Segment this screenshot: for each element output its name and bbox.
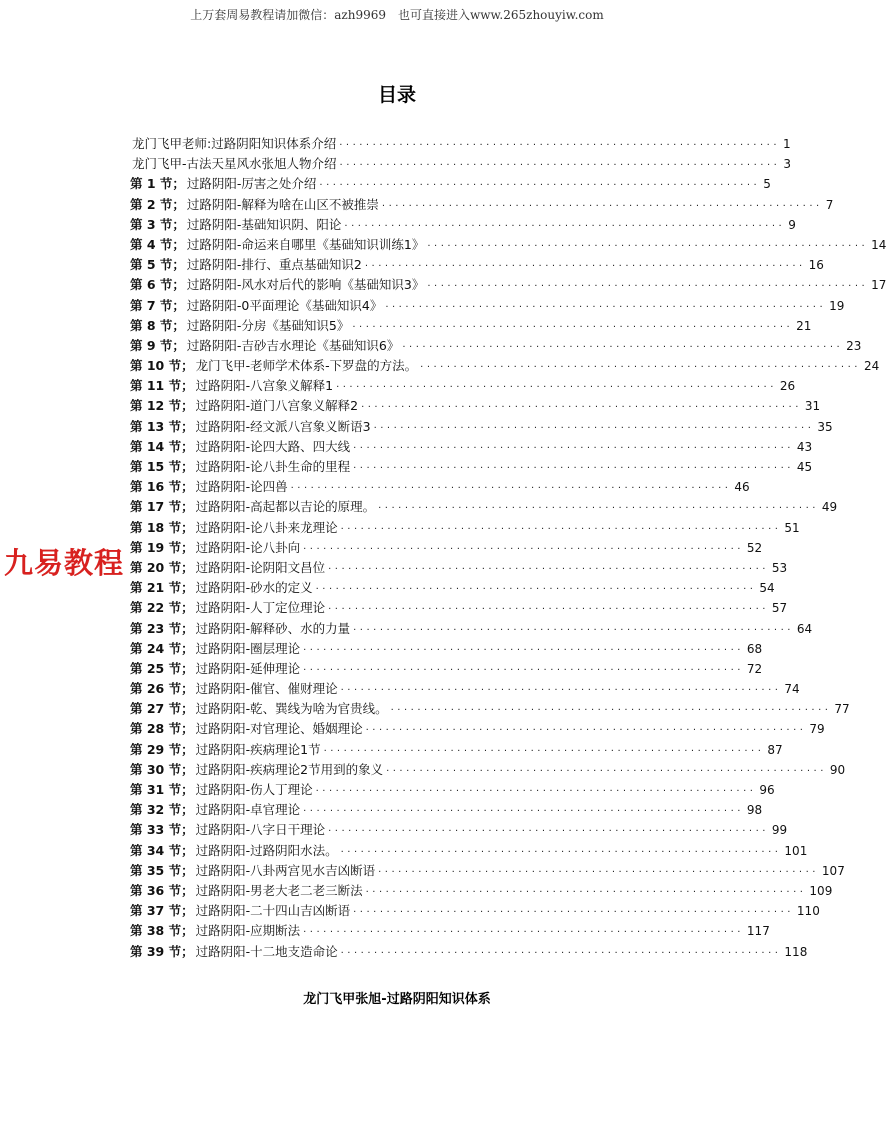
- toc-leader-dots: ··································································: [340, 947, 782, 959]
- toc-leader-dots: ··································································: [373, 422, 815, 434]
- toc-entry-title: 过路阴阳-论八卦生命的里程: [195, 459, 351, 474]
- toc-page-number: 79: [809, 722, 825, 737]
- toc-entry[interactable]: [130, 538, 763, 558]
- toc-entry-title: 过路阴阳-论八卦来龙理论: [195, 519, 338, 535]
- toc-entry-title: 过路阴阳-论四大路、四大线: [195, 438, 351, 454]
- toc-entry[interactable]: [130, 679, 800, 699]
- toc-leader-dots: ··································································: [328, 826, 769, 838]
- toc-entry-title: 过路阴阳-人丁定位理论: [195, 600, 326, 616]
- toc-entry[interactable]: [130, 134, 791, 154]
- toc-entry-title: 过路阴阳-厉害之处介绍: [186, 176, 317, 192]
- toc-section-number: 第 7 节；: [130, 297, 185, 313]
- toc-section-number: 第 12 节；: [130, 398, 194, 414]
- toc-entry[interactable]: [130, 861, 845, 881]
- toc-leader-dots: ··································································: [315, 584, 757, 596]
- toc-entry[interactable]: [130, 740, 783, 760]
- toc-section-number: 第 11 节；: [130, 378, 194, 394]
- toc-page-number: 3: [783, 157, 791, 172]
- toc-section-number: 第 20 节；: [130, 559, 194, 575]
- page-title: 目录: [377, 84, 416, 106]
- toc-entry-title: 过路阴阳-八字日干理论: [195, 822, 326, 838]
- toc-section-number: 第 24 节；: [130, 640, 194, 656]
- toc-entry-title: 过路阴阳-八宫象义解释1: [195, 378, 334, 394]
- toc-leader-dots: ··································································: [353, 624, 794, 636]
- toc-entry[interactable]: [130, 154, 791, 174]
- toc-leader-dots: ··································································: [390, 705, 832, 717]
- toc-page-number: 9: [788, 217, 796, 232]
- toc-entry-title: 过路阴阳-应期断法: [195, 923, 301, 939]
- toc-section-number: 第 31 节；: [130, 782, 194, 797]
- toc-leader-dots: ··································································: [303, 543, 744, 555]
- toc-page-number: 64: [796, 621, 813, 636]
- toc-leader-dots: ··································································: [315, 786, 757, 797]
- toc-entry[interactable]: [130, 195, 834, 215]
- toc-entry[interactable]: [130, 558, 788, 578]
- toc-leader-dots: ··································································: [328, 563, 769, 575]
- toc-section-number: 第 26 节；: [130, 681, 194, 697]
- toc-entry[interactable]: [130, 881, 833, 901]
- toc-entry[interactable]: [130, 841, 808, 861]
- toc-section-number: 第 25 节；: [130, 660, 194, 676]
- toc-entry[interactable]: [130, 518, 800, 538]
- toc-section-number: 第 2 节；: [130, 196, 185, 212]
- toc-page-number: 49: [821, 500, 838, 515]
- toc-entry[interactable]: [130, 437, 813, 457]
- toc-entry[interactable]: [130, 235, 886, 255]
- toc-leader-dots: ··································································: [352, 321, 794, 333]
- toc-section-number: 第 22 节；: [130, 600, 194, 616]
- toc-entry[interactable]: [130, 396, 821, 416]
- toc-leader-dots: ··································································: [340, 846, 782, 858]
- toc-page-number: 74: [784, 682, 800, 697]
- toc-leader-dots: ··································································: [344, 220, 786, 232]
- page-header-banner: 上万套周易教程请加微信：azh9969 也可直接进入www.265zhouyiw.com: [190, 8, 604, 22]
- toc-leader-dots: ··································································: [303, 806, 744, 818]
- table-of-contents: [130, 134, 886, 962]
- toc-entry-title: 过路阴阳-基础知识阴、阳论: [186, 216, 342, 232]
- toc-page-number: 68: [746, 641, 763, 656]
- toc-section-number: 第 39 节；: [130, 943, 194, 959]
- toc-section-number: 第 6 节；: [130, 277, 185, 293]
- toc-leader-dots: ··································································: [340, 685, 782, 697]
- toc-entry-title: 过路阴阳-解释为啥在山区不被推崇: [186, 196, 379, 212]
- toc-section-number: 第 8 节；: [130, 317, 185, 333]
- toc-section-number: 第 29 节；: [130, 741, 194, 757]
- toc-entry[interactable]: [130, 699, 850, 719]
- toc-entry-title: 过路阴阳-风水对后代的影响《基础知识3》: [186, 277, 425, 293]
- toc-entry-title: 过路阴阳-解释砂、水的力量: [195, 620, 351, 636]
- toc-leader-dots: ··································································: [386, 765, 827, 777]
- toc-page-number: 17: [871, 278, 886, 293]
- toc-page-number: 77: [834, 702, 850, 717]
- toc-entry[interactable]: [130, 719, 825, 739]
- toc-page-number: 107: [821, 863, 845, 878]
- toc-page-number: 90: [829, 762, 846, 777]
- toc-leader-dots: ··································································: [303, 644, 744, 656]
- toc-leader-dots: ··································································: [339, 140, 781, 151]
- toc-entry-title: 过路阴阳-乾、巽线为啥为官贵线。: [195, 701, 388, 717]
- toc-section-number: 第 13 节；: [130, 418, 194, 434]
- toc-entry[interactable]: [130, 275, 886, 295]
- toc-leader-dots: ··································································: [378, 866, 819, 878]
- toc-leader-dots: ··································································: [353, 907, 794, 919]
- toc-page-number: 14: [871, 237, 886, 252]
- toc-entry[interactable]: [130, 598, 788, 618]
- toc-leader-dots: ··································································: [353, 463, 794, 474]
- toc-leader-dots: ··································································: [427, 240, 869, 252]
- toc-section-number: 第 28 节；: [130, 721, 194, 737]
- toc-section-number: 第 37 节；: [130, 903, 194, 919]
- toc-leader-dots: ··································································: [364, 261, 806, 273]
- toc-leader-dots: ··································································: [340, 523, 782, 535]
- toc-section-number: 第 38 节；: [130, 923, 194, 939]
- toc-page-number: 45: [796, 460, 813, 474]
- toc-leader-dots: ··································································: [323, 745, 765, 757]
- toc-entry-title: 过路阴阳-疾病理论2节用到的象义: [195, 761, 384, 777]
- toc-section-number: 第 9 节；: [130, 337, 185, 353]
- toc-page-number: 51: [784, 520, 800, 535]
- toc-section-number: 第 21 节；: [130, 580, 194, 596]
- toc-page-number: 23: [846, 338, 862, 353]
- toc-section-number: 第 33 节；: [130, 822, 194, 838]
- toc-leader-dots: ··································································: [303, 664, 744, 676]
- toc-page-number: 118: [784, 944, 808, 959]
- toc-page-number: 7: [825, 197, 834, 212]
- toc-leader-dots: ··································································: [328, 604, 769, 616]
- toc-entry[interactable]: [130, 780, 775, 800]
- toc-entry[interactable]: [130, 800, 763, 820]
- toc-entry[interactable]: [130, 376, 796, 396]
- toc-entry[interactable]: [130, 921, 770, 941]
- toc-leader-dots: ··································································: [420, 362, 861, 374]
- toc-leader-dots: ··································································: [365, 725, 807, 737]
- toc-page-number: 26: [779, 379, 796, 394]
- toc-page-number: 54: [759, 581, 775, 596]
- toc-entry[interactable]: [130, 901, 820, 921]
- toc-section-number: 第 5 节；: [130, 257, 185, 273]
- toc-section-number: 第 14 节；: [130, 438, 194, 454]
- toc-leader-dots: ··································································: [385, 301, 827, 313]
- toc-leader-dots: ··································································: [319, 180, 761, 192]
- toc-entry[interactable]: [130, 760, 846, 780]
- toc-page-number: 52: [746, 540, 763, 555]
- toc-page-number: 1: [783, 137, 791, 151]
- toc-entry-title: 过路阴阳-道门八宫象义解释2: [195, 398, 359, 414]
- toc-entry-title: 过路阴阳-卓官理论: [195, 802, 301, 818]
- toc-page-number: 87: [767, 742, 783, 757]
- toc-entry-title: 龙门飞甲老师:过路阴阳知识体系介绍: [132, 136, 337, 151]
- toc-page-number: 99: [771, 823, 788, 838]
- toc-leader-dots: ··································································: [427, 281, 869, 293]
- toc-entry-title: 过路阴阳-0平面理论《基础知识4》: [186, 297, 383, 313]
- toc-entry[interactable]: [130, 619, 813, 639]
- toc-entry[interactable]: [130, 336, 862, 356]
- toc-entry-title: 过路阴阳-八卦两宫见水吉凶断语: [195, 862, 376, 878]
- toc-entry-title: 过路阴阳-论阴阳文昌位: [195, 559, 326, 575]
- toc-section-number: 第 35 节；: [130, 862, 194, 878]
- toc-entry-title: 过路阴阳-男老大老二老三断法: [195, 882, 363, 898]
- toc-page-number: 109: [809, 883, 833, 898]
- toc-entry-title: 过路阴阳-论八卦向: [195, 539, 301, 555]
- toc-section-number: 第 1 节；: [130, 176, 185, 192]
- toc-entry[interactable]: [130, 820, 788, 840]
- toc-entry-title: 过路阴阳-催官、催财理论: [195, 681, 338, 697]
- toc-page-number: 110: [796, 904, 820, 919]
- toc-section-number: 第 27 节；: [130, 701, 194, 717]
- toc-entry-title: 过路阴阳-对官理论、婚姻理论: [195, 721, 363, 737]
- toc-page-number: 24: [863, 359, 880, 374]
- toc-section-number: 第 36 节；: [130, 882, 194, 898]
- toc-section-number: 第 34 节；: [130, 842, 194, 858]
- toc-page-number: 31: [804, 399, 821, 414]
- toc-entry-title: 过路阴阳-伤人丁理论: [195, 782, 313, 797]
- toc-entry-title: 过路阴阳-十二地支造命论: [195, 943, 338, 959]
- toc-section-number: 第 23 节；: [130, 620, 194, 636]
- toc-entry[interactable]: [130, 497, 838, 517]
- toc-leader-dots: ··································································: [402, 341, 844, 353]
- toc-entry-title: 过路阴阳-高起都以吉论的原理。: [195, 499, 376, 515]
- toc-section-number: 第 10 节；: [130, 358, 194, 374]
- toc-leader-dots: ··································································: [303, 927, 744, 939]
- toc-page-number: 96: [759, 783, 775, 797]
- toc-entry-title: 过路阴阳-二十四山吉凶断语: [195, 903, 351, 919]
- footer-title: 龙门飞甲张旭-过路阴阳知识体系: [303, 992, 491, 1007]
- toc-page-number: 16: [808, 258, 824, 273]
- toc-page-number: 19: [829, 298, 845, 313]
- toc-entry[interactable]: [130, 457, 813, 477]
- watermark-logo-text: 九易教程: [4, 546, 125, 580]
- toc-leader-dots: ··································································: [361, 402, 802, 414]
- toc-page-number: 72: [746, 661, 763, 676]
- toc-entry[interactable]: [130, 215, 796, 235]
- toc-page-number: 43: [796, 439, 813, 454]
- toc-page-number: 35: [817, 419, 833, 434]
- toc-entry[interactable]: [130, 316, 812, 336]
- toc-page-number: 53: [771, 560, 788, 575]
- toc-section-number: 第 4 节；: [130, 236, 185, 252]
- toc-entry[interactable]: [130, 417, 833, 437]
- toc-section-number: 第 16 节；: [130, 479, 194, 495]
- toc-page-number: 98: [746, 803, 763, 818]
- toc-page-number: 101: [784, 843, 808, 858]
- toc-leader-dots: ··································································: [290, 483, 732, 495]
- toc-entry[interactable]: [130, 356, 880, 376]
- toc-entry[interactable]: [130, 659, 763, 679]
- toc-page-number: 5: [763, 177, 771, 192]
- toc-entry[interactable]: [130, 255, 824, 275]
- toc-page-number: 117: [746, 924, 770, 939]
- toc-entry[interactable]: [130, 174, 771, 194]
- toc-section-number: 第 30 节；: [130, 761, 194, 777]
- toc-entry[interactable]: [130, 477, 750, 497]
- toc-entry-title: 过路阴阳-圈层理论: [195, 640, 301, 656]
- toc-entry[interactable]: [130, 578, 775, 598]
- toc-entry-title: 过路阴阳-过路阴阳水法。: [195, 842, 338, 858]
- toc-section-number: 第 17 节；: [130, 499, 194, 515]
- toc-entry-title: 过路阴阳-砂水的定义: [195, 580, 313, 596]
- toc-leader-dots: ··································································: [336, 382, 777, 394]
- toc-entry[interactable]: [130, 942, 808, 962]
- toc-section-number: 第 18 节；: [130, 519, 194, 535]
- toc-leader-dots: ··································································: [365, 886, 807, 898]
- toc-section-number: 第 3 节；: [130, 216, 185, 232]
- toc-entry-title: 过路阴阳-经文派八宫象义断语3: [195, 418, 371, 434]
- toc-entry[interactable]: [130, 639, 763, 659]
- toc-entry-title: 过路阴阳-疾病理论1节: [195, 741, 321, 757]
- toc-entry-title: 龙门飞甲-老师学术体系-下罗盘的方法。: [195, 358, 418, 374]
- toc-leader-dots: ··································································: [378, 503, 819, 515]
- toc-entry-title: 过路阴阳-延伸理论: [195, 660, 301, 676]
- toc-entry-title: 过路阴阳-命运来自哪里《基础知识训练1》: [186, 236, 425, 252]
- toc-page-number: 57: [771, 601, 788, 616]
- toc-section-number: 第 15 节；: [130, 459, 194, 474]
- toc-entry-title: 过路阴阳-分房《基础知识5》: [186, 317, 350, 333]
- toc-leader-dots: ··································································: [339, 160, 781, 172]
- toc-leader-dots: ··································································: [353, 442, 794, 454]
- toc-page-number: 46: [734, 480, 750, 495]
- toc-entry[interactable]: [130, 296, 845, 316]
- toc-section-number: 第 19 节；: [130, 539, 194, 555]
- toc-page-number: 21: [796, 318, 812, 333]
- toc-section-number: 第 32 节；: [130, 802, 194, 818]
- toc-entry-title: 过路阴阳-吉砂吉水理论《基础知识6》: [186, 337, 400, 353]
- toc-entry-title: 龙门飞甲-古法天星风水张旭人物介绍: [132, 156, 337, 172]
- toc-leader-dots: ··································································: [381, 200, 823, 212]
- toc-entry-title: 过路阴阳-论四兽: [195, 479, 288, 495]
- toc-entry-title: 过路阴阳-排行、重点基础知识2: [186, 257, 362, 273]
